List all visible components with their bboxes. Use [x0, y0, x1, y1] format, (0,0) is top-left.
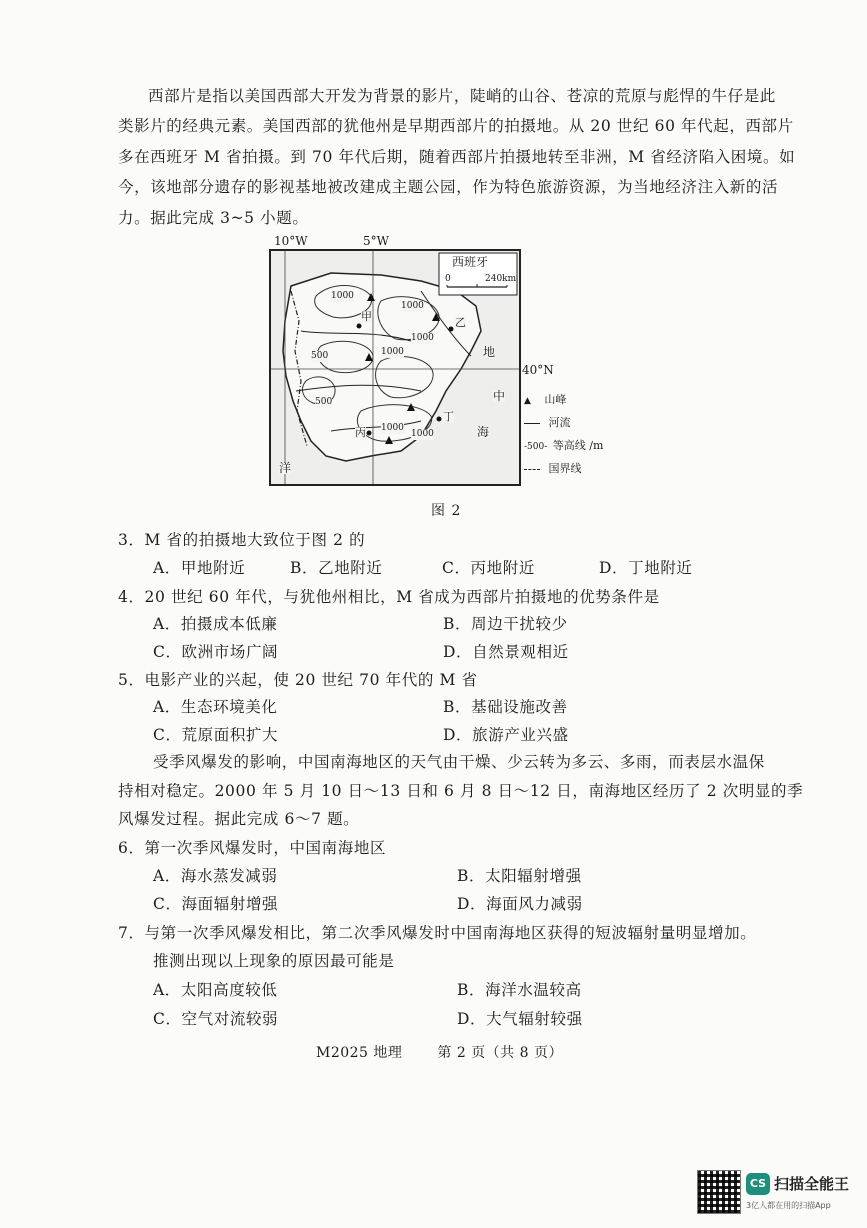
page-number: 第 2 页（共 8 页） — [437, 1045, 563, 1061]
contour-label: 1000 — [411, 429, 434, 439]
contour-label: 500 — [315, 397, 333, 407]
text-line: 风爆发过程。据此完成 6～7 题。 — [118, 810, 360, 828]
longitude-label-10w: 10°W — [274, 234, 308, 248]
contour-label: 1000 — [401, 301, 424, 311]
scale-zero: 0 — [445, 274, 451, 284]
option-b: B．海洋水温较高 — [457, 981, 582, 999]
place-yi: 乙 — [455, 316, 466, 329]
river-icon — [524, 423, 540, 424]
option-a: A．拍摄成本低廉 — [153, 615, 278, 633]
scanner-slogan: 3亿人都在用的扫描App — [746, 1201, 831, 1210]
option-b: B．太阳辐射增强 — [457, 867, 582, 885]
option-b: B．乙地附近 — [290, 559, 383, 577]
option-a: A．海水蒸发减弱 — [153, 867, 278, 885]
option-d: D．丁地附近 — [599, 559, 693, 577]
peak-icon: ▲ — [524, 396, 531, 406]
text-line: 力。据此完成 3~5 小题。 — [118, 209, 309, 227]
scanner-app-name: 扫描全能王 — [774, 1175, 850, 1193]
legend-river-label: 河流 — [548, 416, 571, 429]
sea-label: 海 — [477, 425, 490, 439]
legend-river — [524, 414, 571, 430]
longitude-label-5w: 5°W — [363, 234, 389, 248]
option-b: B．周边干扰较少 — [443, 615, 568, 633]
scale-end: 240km — [485, 274, 517, 284]
text-line: 西部片是指以美国西部大开发为背景的影片，陡峭的山谷、苍凉的荒原与彪悍的牛仔是此 — [148, 87, 776, 105]
question-stem: 4．20 世纪 60 年代，与犹他州相比，M 省成为西部片拍摄地的优势条件是 — [118, 588, 660, 606]
place-ding: 丁 — [443, 410, 454, 423]
contour-label: 1000 — [411, 333, 434, 343]
text-line: 多在西班牙 M 省拍摄。到 70 年代后期，随着西部片拍摄地转至非洲，M 省经济陷入困境。如 — [118, 148, 796, 166]
option-d: D．海面风力减弱 — [457, 895, 583, 913]
option-d: D．大气辐射较强 — [457, 1010, 583, 1028]
option-b: B．基础设施改善 — [443, 698, 568, 716]
spain-map — [269, 249, 521, 486]
place-jia: 甲 — [361, 310, 372, 323]
figure-caption: 图 2 — [431, 503, 462, 519]
question-stem: 3．M 省的拍摄地大致位于图 2 的 — [118, 531, 366, 549]
option-d: D．旅游产业兴盛 — [443, 726, 569, 744]
inset-title: 西班牙 — [452, 255, 489, 269]
text-line: 类影片的经典元素。美国西部的犹他州是早期西部片的拍摄地。从 20 世纪 60 年代起，西部片 — [118, 117, 794, 135]
border-icon — [524, 469, 540, 470]
text-line: 今，该地部分遗存的影视基地被改建成主题公园，作为特色旅游资源，为当地经济注入新的活 — [118, 178, 779, 196]
contour-sample: -500- — [524, 442, 548, 452]
option-c: C．空气对流较弱 — [153, 1010, 279, 1028]
question-stem: 7．与第一次季风爆发相比，第二次季风爆发时中国南海地区获得的短波辐射量明显增加。 — [118, 924, 757, 942]
contour-label: 1000 — [381, 423, 404, 433]
option-a: A．生态环境美化 — [153, 698, 278, 716]
legend-border — [524, 460, 582, 476]
option-a: A．甲地附近 — [153, 559, 246, 577]
qr-code-icon — [697, 1170, 741, 1214]
sea-label: 中 — [493, 389, 506, 403]
map-drawing — [271, 251, 519, 484]
contour-label: 500 — [311, 351, 329, 361]
question-stem: 5．电影产业的兴起，使 20 世纪 70 年代的 M 省 — [118, 671, 478, 689]
exam-code: M2025 地理 — [316, 1045, 403, 1061]
ocean-label: 洋 — [279, 461, 292, 475]
sea-label: 地 — [483, 345, 496, 359]
page-footer — [316, 1042, 593, 1062]
text-line: 持相对稳定。2000 年 5 月 10 日～13 日和 6 月 8 日～12 日，南海地区经历了 2 次明显的季 — [118, 782, 804, 800]
contour-label: 1000 — [381, 347, 404, 357]
option-a: A．太阳高度较低 — [153, 981, 278, 999]
question-stem: 6．第一次季风爆发时，中国南海地区 — [118, 839, 387, 857]
legend-contour-label: 等高线 /m — [552, 439, 604, 452]
option-d: D．自然景观相近 — [443, 643, 569, 661]
place-bing: 丙 — [355, 426, 366, 439]
option-c: C．荒原面积扩大 — [153, 726, 279, 744]
legend-contour — [524, 437, 603, 453]
latitude-label-40n: 40°N — [522, 363, 554, 377]
text-line: 受季风爆发的影响，中国南海地区的天气由干燥、少云转为多云、多雨，而表层水温保 — [153, 753, 765, 771]
question-stem-line-2: 推测出现以上现象的原因最可能是 — [153, 952, 395, 970]
legend-border-label: 国界线 — [548, 462, 582, 475]
option-c: C．欧洲市场广阔 — [153, 643, 279, 661]
camscanner-logo-icon: CS — [746, 1173, 770, 1195]
legend-peak-label: 山峰 — [544, 393, 567, 406]
option-c: C．丙地附近 — [442, 559, 535, 577]
legend-peak — [524, 391, 566, 407]
contour-label: 1000 — [331, 291, 354, 301]
option-c: C．海面辐射增强 — [153, 895, 279, 913]
